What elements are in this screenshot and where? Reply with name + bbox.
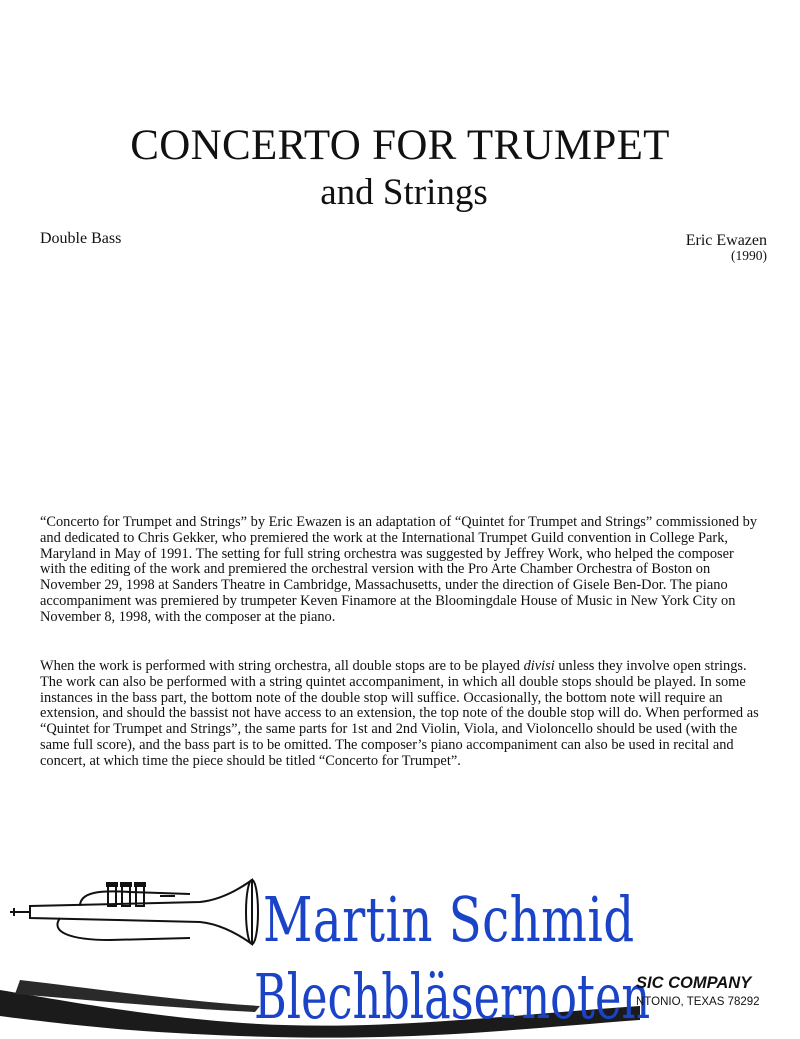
composer-name: Eric Ewazen [685, 232, 767, 249]
program-note-paragraph-2 [40, 659, 762, 770]
paragraph-2-end: unless they involve open strings. The work can also be performed with a string quintet accompaniment, in which all double stops should be played. In some instances in the bass part, the bottom note of the double stop will suffice. Occasionally, the bottom note will require an extension, and should the bassist not have access to an extension, the top note of the double stop will do. When performed as “Quintet for Trumpet and Strings”, the same parts for 1st and 2nd Violin, Viola, and Violoncello should be used (with the same full score), and the bass part is to be omitted. The composer’s piano accompaniment can also be used in recital and concert, at which time the piece should be titled “Concerto for Trumpet”. [40, 658, 759, 769]
publisher-name: SIC COMPANY [636, 974, 752, 992]
trumpet-icon [0, 872, 270, 952]
paragraph-1-text: “Concerto for Trumpet and Strings” by Eric Ewazen is an adaptation of “Quintet for Trumpet and Strings” commissioned by and dedicated to Chris Gekker, who premiered the work at the International Trumpet Guild convention in College Park, Maryland in May of 1991. The setting for full string orchestra was suggested by Jeffrey Work, who helped the composer with the editing of the work and premiered the orchestral version with the Pro Arte Chamber Orchestra of Boston on November 29, 1998 at Sanders Theatre in Cambridge, Massachusetts, under the direction of Gisele Ben-Dor. The piano accompaniment was premiered by trumpeter Keven Finamore at the Bloomingdale House of Music in New York City on November 8, 1998, with the composer at the piano. [40, 514, 758, 625]
program-note-paragraph-1 [40, 515, 762, 626]
instrument-part: Double Bass [40, 230, 122, 247]
divisi-term: divisi [523, 658, 555, 674]
publisher-address: NTONIO, TEXAS 78292 [636, 996, 760, 1008]
title-line-1: CONCERTO FOR TRUMPET [130, 122, 670, 169]
watermark-name: Martin Schmid [263, 883, 635, 956]
composition-year: (1990) [731, 248, 767, 263]
title-line-2: and Strings [320, 172, 488, 213]
paragraph-2-text [40, 659, 762, 770]
paragraph-2-start: When the work is performed with string orchestra, all double stops are to be played [40, 658, 524, 674]
watermark-subtitle: Blechbläsernoten [254, 960, 651, 1033]
